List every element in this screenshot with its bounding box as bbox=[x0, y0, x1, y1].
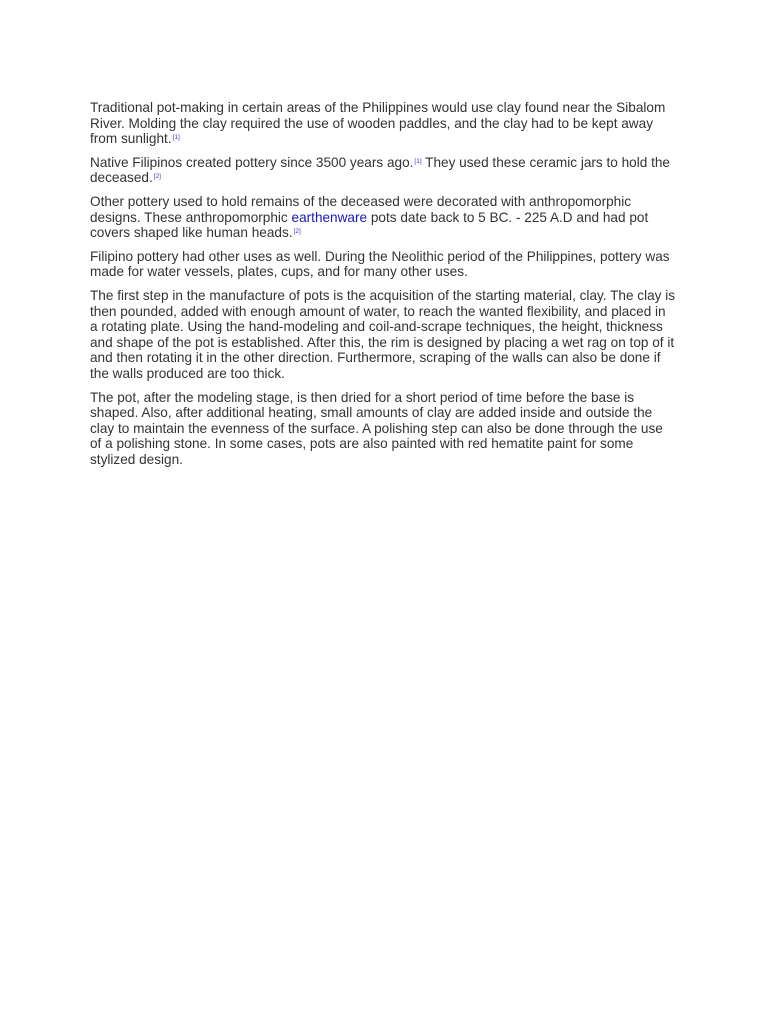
citation-link[interactable]: [2] bbox=[153, 173, 161, 181]
paragraph-anthropomorphic bbox=[90, 194, 676, 241]
document-page bbox=[90, 100, 676, 475]
earthenware-link[interactable]: earthenware bbox=[291, 209, 368, 225]
paragraph-sibalom-clay bbox=[90, 100, 676, 147]
paragraph-text: Native Filipinos created pottery since 3500 years ago. bbox=[90, 154, 414, 170]
paragraph-neolithic-uses bbox=[90, 249, 676, 280]
paragraph-manufacture-steps bbox=[90, 288, 676, 382]
citation-link[interactable]: [1] bbox=[172, 134, 180, 142]
citation-link[interactable]: [2] bbox=[293, 228, 301, 236]
paragraph-text: The pot, after the modeling stage, is then dried for a short period of time before the base is shaped. Also, after additional heating, small amounts of clay are added inside and outside the clay to maintain the evenness of the surface. A polishing step can also be done through the use of a polishing stone. In some cases, pots are also painted with red hematite paint for some stylized design. bbox=[90, 389, 663, 467]
citation-link[interactable]: [1] bbox=[414, 157, 422, 165]
paragraph-text: Filipino pottery had other uses as well. During the Neolithic period of the Philippines, pottery was made for water vessels, plates, cups, and for many other uses. bbox=[90, 248, 670, 280]
paragraph-text: Other pottery used to hold remains of the deceased were decorated with anthropomorphic designs. These anthropomorphic bbox=[90, 193, 632, 225]
paragraph-drying-polishing bbox=[90, 390, 676, 468]
paragraph-text: They used these ceramic jars to hold the deceased. bbox=[90, 154, 670, 186]
paragraph-native-pottery bbox=[90, 155, 676, 186]
paragraph-text: The first step in the manufacture of pots is the acquisition of the starting material, clay. The clay is then pounded, added with enough amount of water, to reach the wanted flexibility, and placed in a rotating plate. Using the hand-modeling and coil-and-scrape techniques, the height, thickness and shape of the pot is established. After this, the rim is designed by placing a wet rag on top of it and then rotating it in the other direction. Furthermore, scraping of the walls can also be done if the walls produced are too thick. bbox=[90, 287, 676, 381]
paragraph-text: Traditional pot-making in certain areas of the Philippines would use clay found near the Sibalom River. Molding the clay required the use of wooden paddles, and the clay had to be kept away from sunlight. bbox=[90, 100, 666, 147]
paragraph-text: pots date back to 5 BC. - 225 A.D and had pot covers shaped like human heads. bbox=[90, 209, 649, 241]
